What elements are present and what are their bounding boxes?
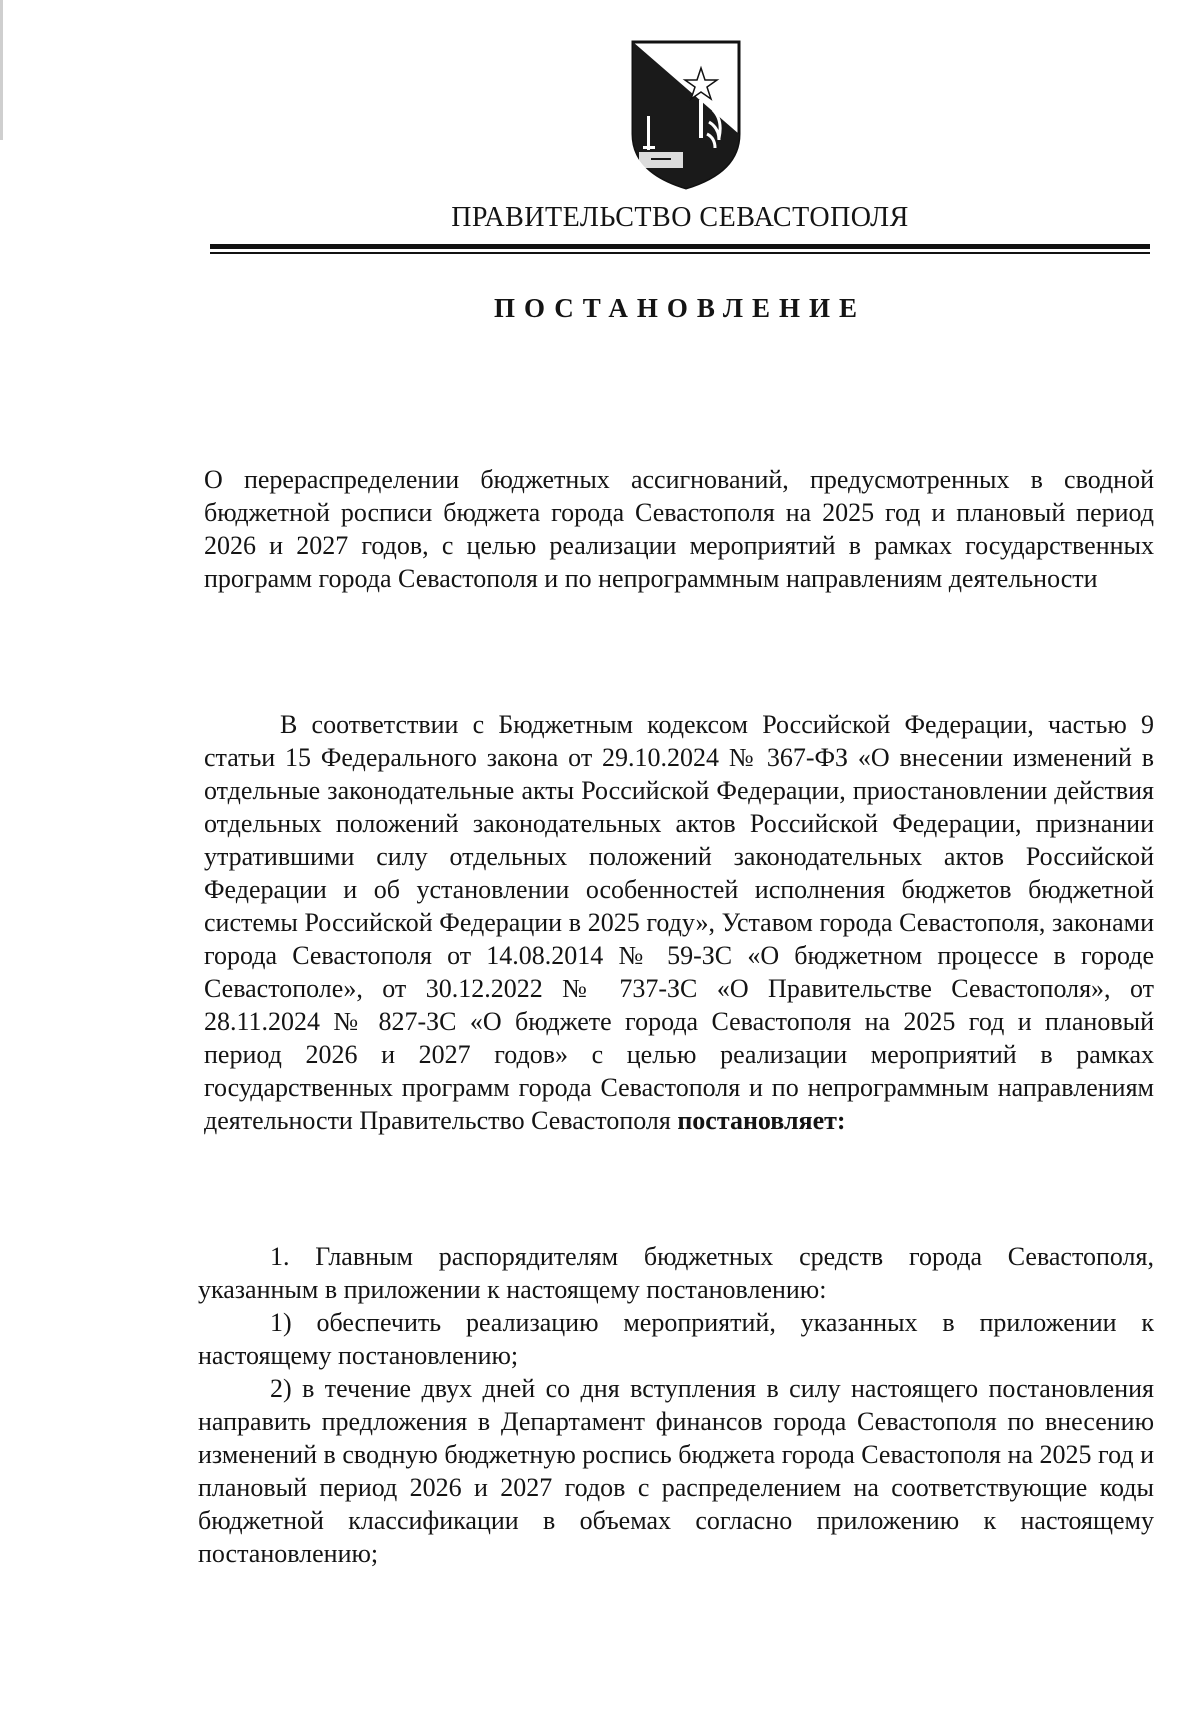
document-type-title: ПОСТАНОВЛЕНИЕ — [493, 293, 867, 323]
resolves-keyword: постановляет: — [677, 1106, 846, 1135]
header-rule-thick — [210, 244, 1150, 249]
resolution-item-1: 1. Главным распорядителям бюджетных средств города Севастополя, указанным в приложении к настоящему постановлению: — [198, 1242, 1154, 1304]
legal-basis-paragraph — [204, 708, 1154, 1137]
document-subject: О перераспределении бюджетных ассигнований, предусмотренных в сводной бюджетной росписи бюджета города Севастополя на 2025 год и плановый период 2026 и 2027 годов, с целью реализации мероприятий в рамках государственных программ города Севастополя и по непрограммным направлениям деятельности — [204, 465, 1154, 593]
header-rule-thin — [210, 252, 1150, 254]
legal-basis-text: В соответствии с Бюджетным кодексом Российской Федерации, частью 9 статьи 15 Федерального закона от 29.10.2024 № 367-ФЗ «О внесении изменений в отдельные законодательные акты Российской Федерации, приостановлении действия отдельных положений законодательных актов Российской Федерации, признании утратившими силу отдельных положений законодательных актов Российской Федерации и об установлении особенностей исполнения бюджетов бюджетной системы Российской Федерации в 2025 году», Уставом города Севастополя, законами города Севастополя от 14.08.2014 № 59-ЗС «О бюджетном процессе в городе Севастополе», от 30.12.2022 № 737-ЗС «О Правительстве Севастополя», от 28.11.2024 № 827-ЗС «О бюджете города Севастополя на 2025 год и плановый период 2026 и 2027 годов» с целью реализации мероприятий в рамках государственных программ города Севастополя и по непрограммным направлениям деятельности Правительство Севастополя — [204, 710, 1154, 1135]
resolution-subitem-2: 2) в течение двух дней со дня вступления в силу настоящего постановления направить предложения в Департамент финансов города Севастополя по внесению изменений в сводную бюджетную роспись бюджета города Севастополя на 2025 год и плановый период 2026 и 2027 годов с распределением на соответствующие коды бюджетной классификации в объемах согласно приложению к настоящему постановлению; — [198, 1374, 1154, 1568]
scan-edge — [0, 0, 3, 140]
sevastopol-coat-of-arms-icon — [627, 38, 745, 190]
organization-name: ПРАВИТЕЛЬСТВО СЕВАСТОПОЛЯ — [451, 202, 909, 233]
resolution-subitem-1: 1) обеспечить реализацию мероприятий, указанных в приложении к настоящему постановлению; — [198, 1308, 1154, 1370]
